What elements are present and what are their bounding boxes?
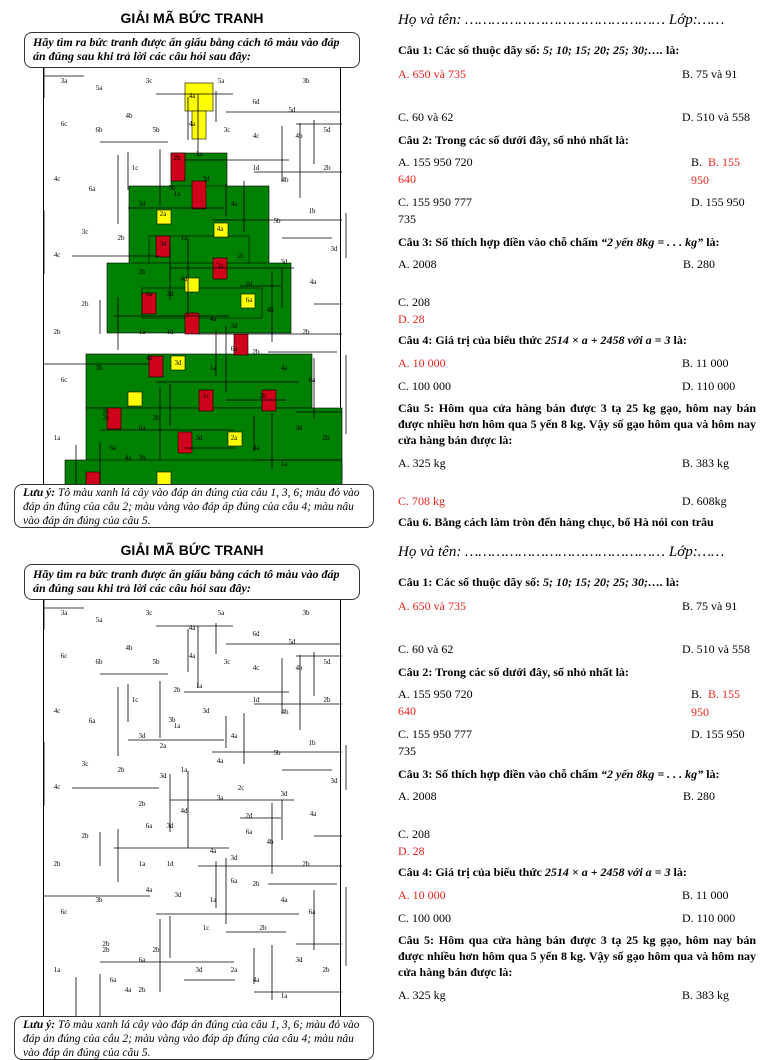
puzzle-cell-label: 3d xyxy=(295,424,303,432)
puzzle-cell-label: 5b xyxy=(152,658,160,666)
puzzle-cell-label: 4a xyxy=(252,444,260,452)
puzzle-cell-label: 2b xyxy=(323,696,331,704)
q3-option-a[interactable]: A. 2008 xyxy=(398,789,437,803)
puzzle-cell-label: 1d xyxy=(252,696,260,704)
puzzle-cell-label: 3d xyxy=(174,891,182,899)
puzzle-cell-label: 4c xyxy=(53,251,61,259)
puzzle-cell-label: 2b xyxy=(53,328,61,336)
puzzle-cell-label: 3c xyxy=(145,77,153,85)
puzzle-cell-label: 2b xyxy=(102,946,110,954)
puzzle-cell-label: 3a xyxy=(216,262,224,270)
puzzle-cell-label: 4a xyxy=(209,847,217,855)
q4-option-d[interactable]: D. 110 000 xyxy=(682,379,736,393)
puzzle-cell-label: 6d xyxy=(252,630,260,638)
puzzle-cell-label: 4b xyxy=(281,708,289,716)
puzzle-cell-label: 1a xyxy=(138,328,146,336)
puzzle-cell-label: 2a xyxy=(230,966,238,974)
question-2: Câu 2: Trong các số dưới đây, số nhỏ nhất là: xyxy=(398,133,629,147)
puzzle-cell-label: 2b xyxy=(53,860,61,868)
q2-option-d[interactable]: D. 155 950 xyxy=(691,195,745,209)
puzzle-cell-label: 4b xyxy=(266,838,274,846)
q3-option-d[interactable]: D. 28 xyxy=(398,844,425,858)
puzzle-cell-label: 1a xyxy=(53,434,61,442)
worksheet-title: GIẢI MÃ BỨC TRANH xyxy=(120,10,264,26)
puzzle-cell-label: 3d xyxy=(230,322,238,330)
puzzle-cell-label: 6a xyxy=(145,822,153,830)
puzzle-cell-label: 2b xyxy=(102,414,110,422)
puzzle-cell-label: 3c xyxy=(81,228,89,236)
puzzle-cell-label: 2b xyxy=(173,686,181,694)
puzzle-cell-label: 2b xyxy=(102,940,110,948)
puzzle-cell-label: 6a xyxy=(230,345,238,353)
q4-option-b[interactable]: B. 11 000 xyxy=(682,356,729,370)
puzzle-cell-label: 6a xyxy=(138,956,146,964)
puzzle-cell-label: 3b xyxy=(168,184,176,192)
q1-option-b[interactable]: B. 75 và 91 xyxy=(682,67,738,81)
puzzle-cell-label: 2a xyxy=(159,742,167,750)
puzzle-cell-label: 2b xyxy=(138,268,146,276)
puzzle-cell-label: 1a xyxy=(173,190,181,198)
puzzle-cell-label: 3d xyxy=(174,359,182,367)
puzzle-cell-label: 6a xyxy=(230,877,238,885)
q1-option-c[interactable]: C. 60 và 62 xyxy=(398,642,454,656)
puzzle-grid xyxy=(43,600,341,1020)
puzzle-cell-label: 4b xyxy=(295,132,303,140)
puzzle-cell-label: 4b xyxy=(281,176,289,184)
puzzle-cell-label: 4a xyxy=(124,986,132,994)
instruction-box: Hãy tìm ra bức tranh được ẩn giấu bằng cách tô màu vào đáp án đúng sau khi trả lời các câu hỏi sau đây: xyxy=(24,32,360,68)
puzzle-cell-label: 2b xyxy=(152,414,160,422)
puzzle-cell-label: 2b xyxy=(322,434,330,442)
puzzle-cell-label: 4a xyxy=(188,624,196,632)
puzzle-cell-label: 5a xyxy=(217,77,225,85)
question-1: Câu 1: Các số thuộc dãy số: 5; 10; 15; 20; 25; 30;…. là: xyxy=(398,43,680,57)
puzzle-cell-label: 4b xyxy=(125,644,133,652)
puzzle-cell-label: 3d xyxy=(330,245,338,253)
puzzle-cell-label: 4b xyxy=(266,306,274,314)
instruction-box: Hãy tìm ra bức tranh được ẩn giấu bằng cách tô màu vào đáp án đúng sau khi trả lời các câu hỏi sau đây: xyxy=(24,564,360,600)
q1-option-a[interactable]: A. 650 và 735 xyxy=(398,599,466,613)
note-box xyxy=(14,1016,374,1060)
puzzle-cell-label: 5b xyxy=(273,217,281,225)
puzzle-cell-label: 2c xyxy=(237,252,245,260)
ornament-cell-yellow xyxy=(128,392,142,406)
puzzle-cell-label: 5d xyxy=(288,106,296,114)
puzzle-cell-label: 6a xyxy=(138,424,146,432)
q2-option-d-cont: 735 xyxy=(398,212,416,226)
puzzle-cell-label: 2b xyxy=(252,348,260,356)
q2-option-a[interactable]: A. 155 950 720 xyxy=(398,155,473,169)
q4-option-c[interactable]: C. 100 000 xyxy=(398,379,452,393)
note-box xyxy=(14,484,374,528)
puzzle-cell-label: 5a xyxy=(95,616,103,624)
q5-option-a[interactable]: A. 325 kg xyxy=(398,456,446,470)
puzzle-cell-label: 2b xyxy=(259,924,267,932)
puzzle-cell-label: 4a xyxy=(309,278,317,286)
q3-option-b[interactable]: B. 280 xyxy=(683,257,716,271)
puzzle-cell-label: 4a xyxy=(124,454,132,462)
puzzle-cell-label: 6a xyxy=(109,976,117,984)
puzzle-cell-label: 5d xyxy=(323,658,331,666)
puzzle-cell-label: 2b xyxy=(173,154,181,162)
puzzle-cell-label: 2b xyxy=(81,300,89,308)
puzzle-cell-label: 3d xyxy=(138,200,146,208)
note-label: Lưu ý: xyxy=(23,1019,56,1031)
puzzle-cell-label: 3d xyxy=(202,707,210,715)
puzzle-cell-label: 6c xyxy=(60,652,68,660)
note-text: Tô màu xanh lá cây vào đáp án đúng của câu 1, 3, 6; màu đỏ vào đáp án đúng của câu 2; màu vàng vào đáp áp đúng của câu 4; màu nâu vào đáp án đúng của câu 5. xyxy=(23,487,360,527)
q3-option-d[interactable]: D. 28 xyxy=(398,312,425,326)
name-class-line: Họ và tên: ……………………………………… Lớp:…… xyxy=(398,12,725,28)
puzzle-cell-label: 3d xyxy=(280,790,288,798)
puzzle-cell-label: 1c xyxy=(131,164,139,172)
puzzle-cell-label: 3a xyxy=(216,794,224,802)
q5-option-b[interactable]: B. 383 kg xyxy=(682,988,730,1002)
puzzle-cell-label: 4a xyxy=(145,886,153,894)
puzzle-cell-label: 1a xyxy=(209,896,217,904)
puzzle-cell-label: 6a xyxy=(245,296,253,304)
puzzle-cell-label: 2b xyxy=(252,880,260,888)
puzzle-cell-label: 6d xyxy=(252,98,260,106)
puzzle-cell-label: 3b xyxy=(302,77,310,85)
puzzle-cell-label: 4c xyxy=(53,707,61,715)
q1-option-d[interactable]: D. 510 và 558 xyxy=(682,642,750,656)
puzzle-cell-label: 6c xyxy=(60,120,68,128)
puzzle-cell-label: 3d xyxy=(195,966,203,974)
puzzle-cell-label: 3d xyxy=(138,732,146,740)
puzzle-cell-label: 4a xyxy=(145,354,153,362)
puzzle-cell-label: 3d xyxy=(159,240,167,248)
puzzle-cell-label: 2b xyxy=(152,946,160,954)
worksheet-blank xyxy=(0,532,768,1059)
q2-option-d-cont: 735 xyxy=(398,744,416,758)
q4-option-b[interactable]: B. 11 000 xyxy=(682,888,729,902)
puzzle-cell-label: 5d xyxy=(288,638,296,646)
puzzle-cell-label: 1c xyxy=(202,392,210,400)
puzzle-cell-label: 1a xyxy=(195,150,203,158)
puzzle-cell-label: 3b xyxy=(95,364,103,372)
q5-option-a[interactable]: A. 325 kg xyxy=(398,988,446,1002)
puzzle-cell-label: 2b xyxy=(117,234,125,242)
puzzle-cell-label: 6a xyxy=(109,444,117,452)
question-4: Câu 4: Giá trị của biểu thức 2514 × a + 2458 với a = 3 là: xyxy=(398,865,687,879)
q4-option-d[interactable]: D. 110 000 xyxy=(682,911,736,925)
puzzle-cell-label: 2d xyxy=(245,280,253,288)
puzzle-cell-label: 3c xyxy=(81,760,89,768)
question-5: Câu 5: Hôm qua cửa hàng bán được 3 tạ 25 kg gạo, hôm nay bán được nhiều hơn hôm qua 5 yến 8 kg. Vậy số gạo hôm qua và hôm nay cửa hàng bán được là: xyxy=(398,401,756,447)
puzzle-svg xyxy=(44,600,342,1020)
question-3: Câu 3: Số thích hợp điền vào chỗ chấm “2 yến 8kg = . . . kg” là: xyxy=(398,767,720,781)
q3-option-c[interactable]: C. 208 xyxy=(398,295,431,309)
q5-option-d[interactable]: D. 608kg xyxy=(682,494,727,508)
puzzle-cell-label: 4c xyxy=(252,132,260,140)
puzzle-cell-label: 1a xyxy=(280,992,288,1000)
puzzle-cell-label: 4a xyxy=(188,92,196,100)
puzzle-grid xyxy=(43,68,341,488)
puzzle-cell-label: 4a xyxy=(230,200,238,208)
puzzle-cell-label: 3c xyxy=(223,126,231,134)
puzzle-cell-label: 5a xyxy=(95,84,103,92)
puzzle-cell-label: 4a xyxy=(216,757,224,765)
puzzle-cell-label: 5d xyxy=(323,126,331,134)
puzzle-cell-label: 2b xyxy=(302,328,310,336)
puzzle-cell-label: 3d xyxy=(295,956,303,964)
puzzle-cell-label: 2b xyxy=(323,164,331,172)
question-4: Câu 4: Giá trị của biểu thức 2514 × a + 2458 với a = 3 là: xyxy=(398,333,687,347)
puzzle-cell-label: 4a xyxy=(280,364,288,372)
puzzle-cell-label: 2b xyxy=(81,832,89,840)
q5-option-b[interactable]: B. 383 kg xyxy=(682,456,730,470)
puzzle-cell-label: 2b xyxy=(302,860,310,868)
puzzle-cell-label: 3a xyxy=(60,77,68,85)
puzzle-cell-label: 2d xyxy=(245,812,253,820)
puzzle-cell-label: 3c xyxy=(223,658,231,666)
puzzle-cell-label: 2c xyxy=(237,784,245,792)
puzzle-cell-label: 2a xyxy=(230,434,238,442)
puzzle-cell-label: 4a xyxy=(216,225,224,233)
question-6: Câu 6. Bằng cách làm tròn đến hàng chục, bố Hà nói con trâu xyxy=(398,515,714,529)
puzzle-cell-label: 6a xyxy=(145,290,153,298)
puzzle-cell-label: 3a xyxy=(60,609,68,617)
puzzle-cell-label: 4a xyxy=(309,810,317,818)
puzzle-cell-label: 2b xyxy=(259,392,267,400)
puzzle-cell-label: 2b xyxy=(102,408,110,416)
puzzle-cell-label: 1d xyxy=(166,328,174,336)
q1-option-c[interactable]: C. 60 và 62 xyxy=(398,110,454,124)
puzzle-cell-label: 6b xyxy=(95,658,103,666)
puzzle-cell-label: 1a xyxy=(195,682,203,690)
puzzle-cell-label: 1c xyxy=(131,696,139,704)
puzzle-cell-label: 2b xyxy=(322,966,330,974)
puzzle-cell-label: 3c xyxy=(145,609,153,617)
question-2: Câu 2: Trong các số dưới đây, số nhỏ nhất là: xyxy=(398,665,629,679)
puzzle-cell-label: 4b xyxy=(125,112,133,120)
question-3: Câu 3: Số thích hợp điền vào chỗ chấm “2 yến 8kg = . . . kg” là: xyxy=(398,235,720,249)
puzzle-cell-label: 1a xyxy=(180,234,188,242)
q3-option-a[interactable]: A. 2008 xyxy=(398,257,437,271)
puzzle-cell-label: 2b xyxy=(117,766,125,774)
puzzle-cell-label: 1a xyxy=(209,364,217,372)
question-1: Câu 1: Các số thuộc dãy số: 5; 10; 15; 20; 25; 30;…. là: xyxy=(398,575,680,589)
note-label: Lưu ý: xyxy=(23,487,56,499)
q5-option-c[interactable]: C. 708 kg xyxy=(398,494,446,508)
puzzle-svg xyxy=(44,68,342,488)
puzzle-cell-label: 5b xyxy=(152,126,160,134)
puzzle-cell-label: 4a xyxy=(188,652,196,660)
puzzle-cell-label: 4a xyxy=(252,976,260,984)
puzzle-cell-label: 3d xyxy=(280,258,288,266)
name-class-line: Họ và tên: ……………………………………… Lớp:…… xyxy=(398,544,725,560)
puzzle-cell-label: 3d xyxy=(166,290,174,298)
puzzle-cell-label: 1a xyxy=(53,966,61,974)
puzzle-cell-label: 5a xyxy=(217,609,225,617)
puzzle-cell-label: 3d xyxy=(195,434,203,442)
q3-option-c[interactable]: C. 208 xyxy=(398,827,431,841)
puzzle-cell-label: 3b xyxy=(168,716,176,724)
q4-option-c[interactable]: C. 100 000 xyxy=(398,911,452,925)
puzzle-cell-label: 2a xyxy=(159,210,167,218)
puzzle-cell-label: 1d xyxy=(252,164,260,172)
puzzle-cell-label: 3b xyxy=(302,609,310,617)
ornament-cell-red xyxy=(192,181,206,209)
puzzle-cell-label: 4d xyxy=(180,275,188,283)
puzzle-cell-label: 3d xyxy=(230,854,238,862)
q2-option-b-cont: 640 xyxy=(398,704,416,718)
puzzle-cell-label: 2b xyxy=(138,454,146,462)
puzzle-cell-label: 6b xyxy=(95,126,103,134)
question-5: Câu 5: Hôm qua cửa hàng bán được 3 tạ 25 kg gạo, hôm nay bán được nhiều hơn hôm qua 5 yến 8 kg. Vậy số gạo hôm qua và hôm nay cửa hàng bán được là: xyxy=(398,933,756,979)
puzzle-cell-label: 6a xyxy=(88,717,96,725)
puzzle-cell-label: 1a xyxy=(173,722,181,730)
q1-option-a[interactable]: A. 650 và 735 xyxy=(398,67,466,81)
q2-option-c[interactable]: C. 155 950 777 xyxy=(398,727,473,741)
puzzle-cell-label: 6a xyxy=(308,908,316,916)
puzzle-cell-label: 3d xyxy=(159,772,167,780)
puzzle-cell-label: 4a xyxy=(230,732,238,740)
puzzle-cell-label: 1a xyxy=(138,860,146,868)
puzzle-cell-label: 1d xyxy=(166,860,174,868)
puzzle-cell-label: 4b xyxy=(295,664,303,672)
q1-option-b[interactable]: B. 75 và 91 xyxy=(682,599,738,613)
puzzle-cell-label: 4a xyxy=(188,120,196,128)
puzzle-cell-label: 3d xyxy=(166,822,174,830)
puzzle-cell-label: 6a xyxy=(88,185,96,193)
puzzle-cell-label: 1b xyxy=(308,739,316,747)
puzzle-cell-label: 2b xyxy=(138,800,146,808)
q3-option-b[interactable]: B. 280 xyxy=(683,789,716,803)
q1-option-d[interactable]: D. 510 và 558 xyxy=(682,110,750,124)
puzzle-cell-label: 1c xyxy=(202,924,210,932)
q2-option-b[interactable]: B. B. 155 950 xyxy=(691,155,741,187)
puzzle-cell-label: 4a xyxy=(209,315,217,323)
puzzle-cell-label: 6c xyxy=(60,908,68,916)
q4-option-a[interactable]: A. 10 000 xyxy=(398,356,446,370)
puzzle-cell-label: 5b xyxy=(273,749,281,757)
q2-option-a[interactable]: A. 155 950 720 xyxy=(398,687,473,701)
puzzle-cell-label: 3d xyxy=(330,777,338,785)
ornament-cell-red xyxy=(178,432,192,453)
puzzle-cell-label: 6c xyxy=(60,376,68,384)
puzzle-cell-label: 1a xyxy=(180,766,188,774)
q2-option-d[interactable]: D. 155 950 xyxy=(691,727,745,741)
puzzle-cell-label: 1b xyxy=(308,207,316,215)
puzzle-cell-label: 4c xyxy=(53,783,61,791)
puzzle-cell-label: 4c xyxy=(252,664,260,672)
puzzle-cell-label: 2b xyxy=(138,986,146,994)
puzzle-cell-label: 4c xyxy=(53,175,61,183)
puzzle-cell-label: 3b xyxy=(95,896,103,904)
puzzle-cell-label: 4d xyxy=(180,807,188,815)
puzzle-cell-label: 6a xyxy=(308,376,316,384)
q4-option-a[interactable]: A. 10 000 xyxy=(398,888,446,902)
q2-option-b[interactable]: B. B. 155 950 xyxy=(691,687,741,719)
q2-option-c[interactable]: C. 155 950 777 xyxy=(398,195,473,209)
note-text: Tô màu xanh lá cây vào đáp án đúng của câu 1, 3, 6; màu đỏ vào đáp án đúng của câu 2; màu vàng vào đáp áp đúng của câu 4; màu nâu vào đáp án đúng của câu 5. xyxy=(23,1019,360,1059)
q2-option-b-cont: 640 xyxy=(398,172,416,186)
puzzle-cell-label: 4a xyxy=(280,896,288,904)
puzzle-cell-label: 6a xyxy=(245,828,253,836)
puzzle-cell-label: 1a xyxy=(280,460,288,468)
puzzle-cell-label: 3d xyxy=(202,175,210,183)
worksheet-title: GIẢI MÃ BỨC TRANH xyxy=(120,542,264,558)
